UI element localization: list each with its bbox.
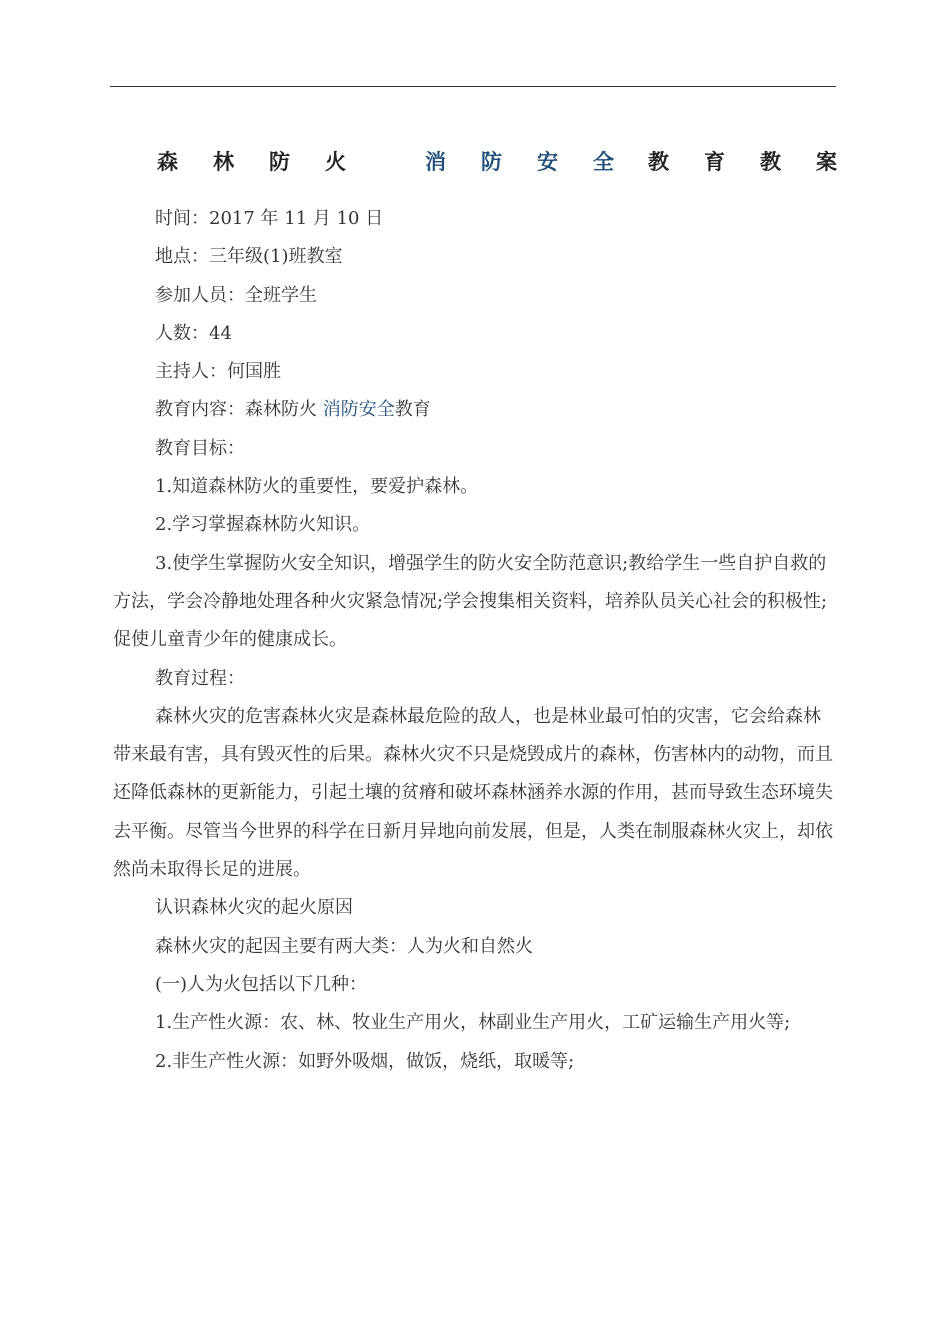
info-host: 主持人：何国胜 [155,361,281,383]
title-char: 林 [213,149,234,174]
title-link-char[interactable]: 消 [425,149,446,174]
goals-heading: 教育目标： [155,437,245,459]
info-count: 人数：44 [155,322,232,344]
title-link-char[interactable]: 全 [593,149,614,174]
document-body [113,200,833,1081]
human-causes-heading: (一)人为火包括以下几种： [155,973,368,995]
title-char: 教 [648,149,669,174]
cause-item: 2.非生产性火源：如野外吸烟，做饭，烧纸，取暖等; [155,1050,575,1072]
causes-heading: 认识森林火灾的起火原因 [155,897,353,919]
header-rule [110,86,836,87]
info-content [113,391,833,429]
info-participants: 参加人员：全班学生 [155,284,317,306]
info-place: 地点：三年级(1)班教室 [155,246,343,268]
info-time: 时间：2017 年 11 月 10 日 [155,208,384,229]
title-char: 教 [760,149,781,174]
title-char: 防 [269,149,290,174]
title-link-char[interactable]: 安 [537,149,558,174]
goal-item: 1.知道森林防火的重要性，要爱护森林。 [155,476,479,498]
page-title [157,140,837,180]
info-content-prefix: 教育内容：森林防火 [155,399,323,421]
process-paragraph: 森林火灾的危害森林火灾是森林最危险的敌人，也是林业最可怕的灾害，它会给森林带来最有害，具有毁灭性的后果。森林火灾不只是烧毁成片的森林，伤害林内的动物，而且还降低森林的更新能力，引起土壤的贫瘠和破坏森林涵养水源的作用，甚而导致生态环境失去平衡。尽管当今世界的科学在日新月异地向前发展，但是，人类在制服森林火灾上，却依然尚未取得长足的进展。 [113,705,833,881]
title-char: 火 [325,149,346,174]
title-char: 案 [816,149,837,174]
title-char: 育 [704,149,725,174]
goal-item: 3.使学生掌握防火安全知识，增强学生的防火安全防范意识;教给学生一些自护自救的方法，学会冷静地处理各种火灾紧急情况;学会搜集相关资料，培养队员关心社会的积极性;促使儿童青少年的健康成长。 [113,552,828,651]
goal-item: 2.学习掌握森林防火知识。 [155,514,371,536]
info-content-link[interactable]: 消防安全 [322,399,395,421]
title-char: 森 [157,149,178,174]
process-heading: 教育过程： [155,667,245,689]
causes-intro: 森林火灾的起因主要有两大类：人为火和自然火 [155,935,533,957]
title-link-char[interactable]: 防 [481,149,502,174]
info-content-suffix: 教育 [394,399,431,421]
cause-item: 1.生产性火源：农、林、牧业生产用火，林副业生产用火，工矿运输生产用火等; [155,1012,791,1034]
